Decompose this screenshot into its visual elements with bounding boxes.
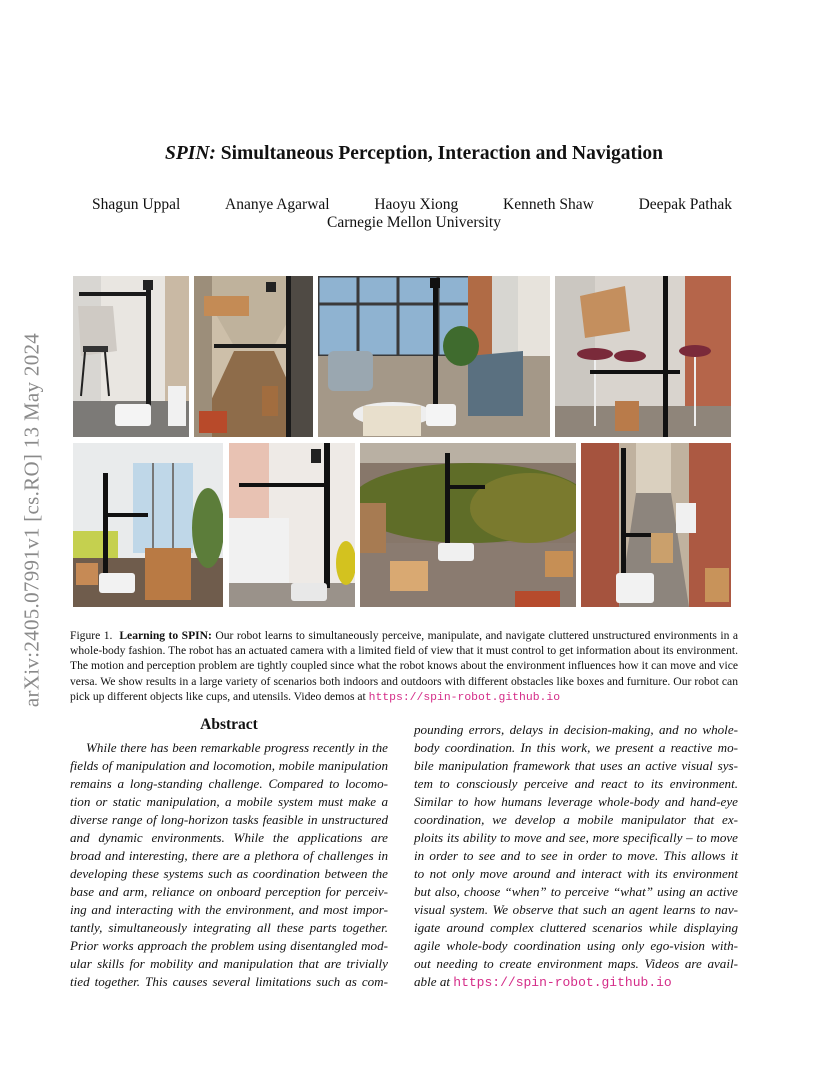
photo-outdoor-shrubs bbox=[360, 443, 576, 607]
abstract-line: body coordination. In this work, we present a reactive mo- bbox=[414, 740, 738, 755]
abstract-heading: Abstract bbox=[200, 716, 258, 733]
photo-brick-corridor bbox=[581, 443, 731, 607]
abstract-line: Prior works approach the problem using disentangled mod- bbox=[70, 938, 388, 953]
abstract-line: ular skills for mobility and manipulation that are trivially bbox=[70, 956, 388, 971]
arxiv-id-text: arXiv:2405.07991v1 [cs.RO] 13 May 2024 bbox=[19, 332, 44, 708]
abstract-line: While there has been remarkable progress recently in the bbox=[86, 740, 388, 755]
author-name: Ananye Agarwal bbox=[225, 196, 330, 213]
abstract-line: but also, choose “when” to perceive “what” using an active bbox=[414, 884, 738, 899]
abstract-line: pounding errors, delays in decision-making, and no whole- bbox=[414, 722, 738, 737]
abstract-line: igate around complex cluttered scenarios while displaying bbox=[414, 920, 738, 935]
abstract-line: out needing to create environment maps. Videos are avail- bbox=[414, 956, 738, 971]
arxiv-identifier bbox=[8, 275, 56, 765]
abstract-line: bile manipulation framework that uses an active visual sys- bbox=[414, 758, 738, 773]
abstract-line: tantly, simultaneously integrating all these parts together. bbox=[70, 920, 388, 935]
figure-caption bbox=[70, 628, 738, 706]
photo-bar-stools bbox=[555, 276, 731, 437]
abstract-line: tion or static manipulation, a mobile system must make a bbox=[70, 794, 388, 809]
abstract-line: in order to see and to see in order to move. This allows it bbox=[414, 848, 738, 863]
abstract-line bbox=[414, 973, 738, 991]
abstract-line: tem to consciously perceive and react to its environment. bbox=[414, 776, 738, 791]
author-name: Shagun Uppal bbox=[92, 196, 181, 213]
abstract-line: tied together. This causes several limitations such as com- bbox=[70, 974, 388, 989]
abstract-line: developing these systems such as coordination between the bbox=[70, 866, 388, 881]
author-name: Kenneth Shaw bbox=[503, 196, 594, 213]
abstract-line: ploits its ability to move and see, more specifically – to move bbox=[414, 830, 738, 845]
caption-link[interactable]: https://spin-robot.github.io bbox=[368, 691, 561, 704]
abstract-link[interactable]: https://spin-robot.github.io bbox=[453, 975, 672, 990]
abstract-line: remains a long-standing challenge. Compared to locomo- bbox=[70, 776, 388, 791]
abstract-line: coordination, we develop a mobile manipulator that ex- bbox=[414, 812, 738, 827]
abstract-line: and dynamic environments. While the applications are bbox=[70, 830, 388, 845]
photo-pink-room bbox=[229, 443, 355, 607]
author-list bbox=[92, 196, 732, 214]
abstract-line: ing and interacting with the environment, and most impor- bbox=[70, 902, 388, 917]
caption-label: Figure 1. bbox=[70, 629, 113, 642]
photo-atrium bbox=[73, 443, 223, 607]
abstract-line: fields of manipulation and locomotion, mobile manipulation bbox=[70, 758, 388, 773]
paper-title bbox=[0, 143, 828, 165]
abstract-line: agile whole-body coordination using only ego-vision with- bbox=[414, 938, 738, 953]
affiliation: Carnegie Mellon University bbox=[327, 214, 501, 231]
author-name: Haoyu Xiong bbox=[374, 196, 459, 213]
abstract-last-text: able at bbox=[414, 974, 454, 989]
title-rest: Simultaneous Perception, Interaction and Navigation bbox=[215, 143, 663, 164]
abstract-line: base and arm, reliance on onboard perception for perceiv- bbox=[70, 884, 388, 899]
abstract-right-column bbox=[414, 721, 738, 991]
photo-lounge bbox=[318, 276, 550, 437]
abstract-line: Similar to how humans leverage whole-body and hand-eye bbox=[414, 794, 738, 809]
abstract-line: broad and interesting, there are a plethora of challenges in bbox=[70, 848, 388, 863]
photo-office-corridor bbox=[73, 276, 189, 437]
caption-text: Our robot learns to simultaneously perceive, manipulate, and navigate cluttered unstructured environments in a whole-body fashion. The robot has an actuated camera with a limited field of view that it must control to get information about its environment. The motion and perception problem are tightly coupled since what the robot knows about the environment influences how it can move and vice versa. We show results in a large variety of scenarios both indoors and outdoors with different obstacles like boxes and furniture. Our robot can pick up different objects like cups, and utensils. Video demos at bbox=[70, 629, 738, 703]
abstract-line: visual system. We observe that such an agent learns to nav- bbox=[414, 902, 738, 917]
photo-hallway-box bbox=[194, 276, 313, 437]
abstract-line: diverse range of long-horizon tasks feasible in unstructured bbox=[70, 812, 388, 827]
abstract-left-column bbox=[70, 739, 388, 991]
caption-title: Learning to SPIN: bbox=[119, 629, 212, 642]
abstract-line: to not only move around and interact with its environment bbox=[414, 866, 738, 881]
title-acronym: SPIN: bbox=[165, 143, 216, 164]
author-name: Deepak Pathak bbox=[638, 196, 732, 213]
